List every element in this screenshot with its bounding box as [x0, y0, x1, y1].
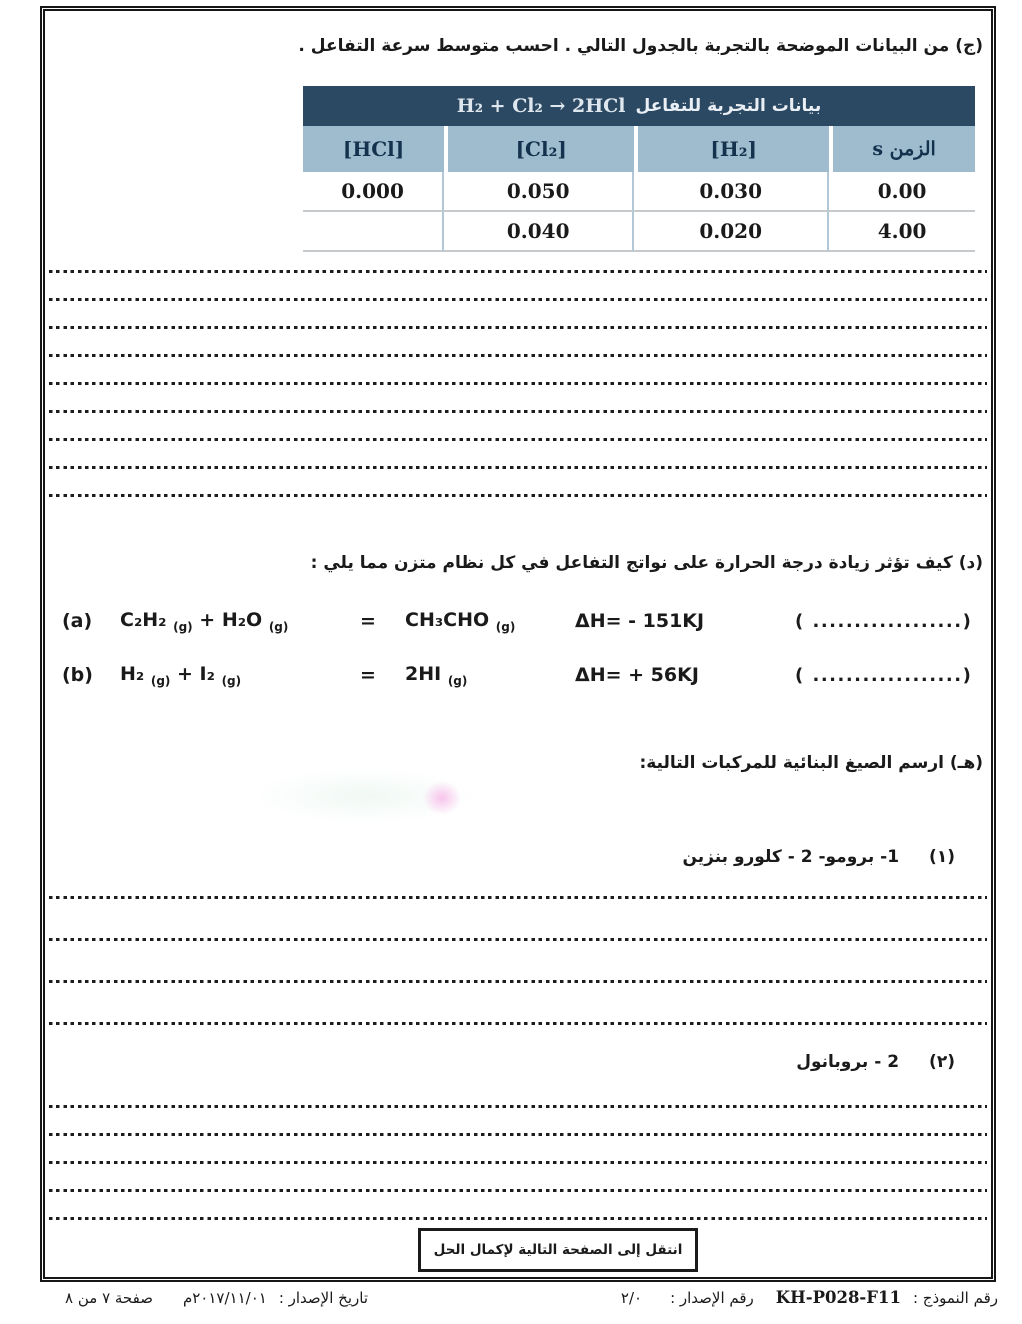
equation-b-label: (b)	[62, 664, 93, 687]
form-number-value: KH-P028-F11	[775, 1288, 901, 1307]
equation-a-lhs: C₂H₂ $_{(g)}$ + H₂O $_{(g)}$	[120, 609, 289, 634]
dotted-answer-line	[49, 1105, 987, 1108]
equation-b-answer-parens: ( ..................)	[795, 664, 973, 686]
answer-lines-item-1	[49, 896, 987, 1025]
table-cell: 0.050	[444, 172, 634, 212]
equals-sign: =	[360, 610, 376, 633]
compound-item-2	[796, 1052, 955, 1072]
dotted-answer-line	[49, 438, 987, 441]
equation-b-lhs: H₂ $_{(g)}$ + I₂ $_{(g)}$	[120, 663, 242, 688]
equation-b-rhs: 2HI $_{(g)}$	[405, 663, 468, 688]
dotted-answer-line	[49, 1189, 987, 1192]
dotted-answer-line	[49, 494, 987, 497]
item-1-text: 1- برومو- 2 - كلورو بنزين	[682, 847, 900, 867]
next-page-note-box	[418, 1228, 698, 1272]
question-h-heading: (هـ) ارسم الصيغ البنائية للمركبات التالية:	[639, 753, 983, 773]
question-c-heading: (ج) من البيانات الموضحة بالتجربة بالجدول التالي . احسب متوسط سرعة التفاعل .	[298, 36, 983, 56]
dotted-answer-line	[49, 466, 987, 469]
equation-a-rhs: CH₃CHO $_{(g)}$	[405, 609, 516, 634]
column-header: الزمن s	[829, 126, 975, 172]
table-header-row	[303, 126, 975, 172]
version-value: ٢/٠	[620, 1289, 643, 1307]
table-title-label: بيانات التجربة للتفاعل	[635, 96, 822, 116]
dotted-answer-line	[49, 298, 987, 301]
dotted-answer-line	[49, 410, 987, 413]
dotted-answer-line	[49, 354, 987, 357]
equation-row-a	[45, 609, 985, 634]
dotted-answer-line	[49, 938, 987, 941]
column-header: [Cl₂]	[444, 126, 634, 172]
version-label: رقم الإصدار :	[670, 1289, 754, 1307]
equation-row-b	[45, 663, 985, 688]
table-title-formula: H₂ + Cl₂ → 2HCl	[456, 95, 626, 117]
dotted-answer-line	[49, 382, 987, 385]
page-number: صفحة ٧ من ٨	[65, 1289, 153, 1307]
dotted-answer-line	[49, 1022, 987, 1025]
table-cell	[303, 212, 444, 252]
dotted-answer-line	[49, 1133, 987, 1136]
footer	[40, 1288, 998, 1307]
table-body	[303, 172, 975, 252]
table-cell: 0.000	[303, 172, 444, 212]
dotted-answer-line	[49, 326, 987, 329]
dotted-answer-line	[49, 270, 987, 273]
table-cell: 0.030	[634, 172, 829, 212]
item-1-number: (١)	[929, 847, 955, 867]
table-cell: 0.040	[444, 212, 634, 252]
form-number-label: رقم النموذج :	[912, 1289, 998, 1307]
issue-date-value: ٢٠١٧/١١/٠١م	[182, 1289, 267, 1307]
footer-date-group	[65, 1289, 368, 1307]
equation-a-label: (a)	[62, 610, 93, 633]
answer-lines-section-c	[49, 270, 987, 497]
dotted-answer-line	[49, 1217, 987, 1220]
scan-smudge-wash	[215, 759, 515, 833]
footer-form-group	[621, 1288, 998, 1307]
dotted-answer-line	[49, 1161, 987, 1164]
item-2-number: (٢)	[929, 1052, 955, 1072]
dotted-answer-line	[49, 896, 987, 899]
issue-date-label: تاريخ الإصدار :	[278, 1289, 368, 1307]
item-2-text: 2 - بروبانول	[796, 1052, 900, 1072]
equation-b-delta-h: ΔH= + 56KJ	[575, 664, 699, 687]
table-cell: 0.020	[634, 212, 829, 252]
experiment-table	[303, 86, 975, 252]
next-page-note-text: انتقل إلى الصفحة التالية لإكمال الحل	[433, 1242, 683, 1258]
table-title-band	[303, 86, 975, 126]
scan-smudge-pink	[418, 777, 466, 819]
equation-a-answer-parens: ( ..................)	[795, 610, 973, 632]
table-cell: 4.00	[829, 212, 975, 252]
table-cell: 0.00	[829, 172, 975, 212]
question-d-heading: (د) كيف تؤثر زيادة درجة الحرارة على نواتج التفاعل في كل نظام متزن مما يلي :	[310, 553, 983, 573]
column-header: [HCl]	[303, 126, 444, 172]
column-header: [H₂]	[634, 126, 829, 172]
answer-lines-item-2	[49, 1105, 987, 1220]
equals-sign: =	[360, 664, 376, 687]
dotted-answer-line	[49, 980, 987, 983]
compound-item-1	[682, 847, 955, 867]
equation-a-delta-h: ΔH= - 151KJ	[575, 610, 705, 633]
page-frame	[40, 6, 996, 1282]
